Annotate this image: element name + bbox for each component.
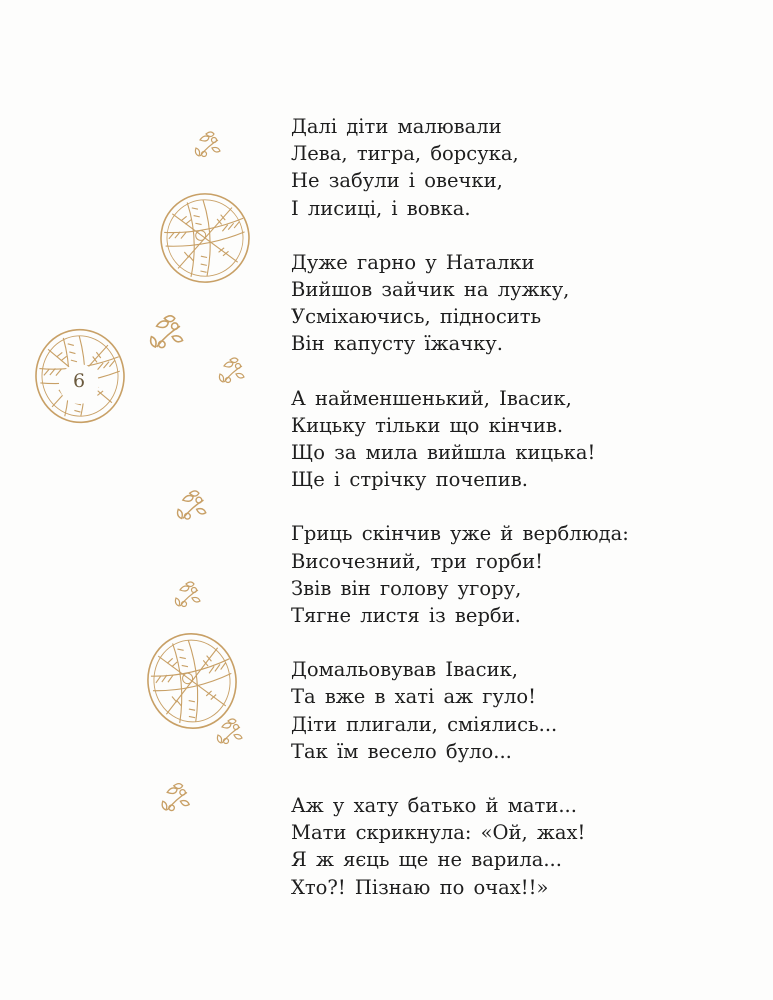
flower-sprig-icon — [178, 491, 206, 519]
stanza — [291, 249, 761, 358]
flower-sprig-icon — [162, 784, 189, 811]
poem-line: Ще і стрічку почепив. — [291, 468, 528, 492]
poem-line: Так їм весело було... — [291, 739, 512, 763]
poem-line: Вийшов зайчик на лужку, — [291, 278, 570, 302]
poem-line: А найменшенький, Івасик, — [291, 386, 572, 410]
easter-egg-icon — [142, 628, 242, 734]
stanza — [291, 520, 761, 629]
poem-line: І лисиці, і вовка. — [291, 196, 471, 220]
flower-sprig-icon — [151, 316, 183, 348]
poem — [291, 113, 761, 928]
flower-sprig-icon — [219, 358, 244, 383]
poem-line: Я ж яєць ще не варила... — [291, 848, 562, 872]
page-number: 6 — [72, 370, 86, 392]
stanza — [291, 113, 761, 222]
poem-line: Мати скрикнула: «Ой, жах! — [291, 821, 586, 845]
poem-line: Височезний, три горби! — [291, 549, 543, 573]
poem-line: Гриць скінчив уже й верблюда: — [291, 522, 629, 546]
flower-sprig-icon — [195, 132, 220, 157]
poem-line: Що за мила вийшла кицька! — [291, 441, 596, 465]
poem-line: Та вже в хаті аж гуло! — [291, 685, 536, 709]
poem-line: Кицьку тільки що кінчив. — [291, 413, 564, 437]
stanza — [291, 656, 761, 765]
flower-sprig-icon — [217, 719, 242, 744]
poem-line: Усміхаючись, підносить — [291, 305, 542, 329]
easter-egg-icon — [157, 190, 254, 287]
poem-line: Домальовував Івасик, — [291, 658, 518, 682]
stanza — [291, 385, 761, 494]
poem-line: Діти плигали, сміялись... — [291, 712, 558, 736]
poem-line: Тягне листя із верби. — [291, 604, 521, 628]
flower-sprig-icon — [175, 582, 200, 607]
poem-line: Хто?! Пізнаю по очах!!» — [291, 875, 549, 899]
poem-line: Звів він голову угору, — [291, 576, 522, 600]
poem-line: Не забули і овечки, — [291, 169, 503, 193]
poem-line: Аж у хату батько й мати... — [291, 794, 577, 818]
poem-line: Лева, тигра, борсука, — [291, 142, 519, 166]
stanza — [291, 792, 761, 901]
poem-line: Він капусту їжачку. — [291, 332, 503, 356]
poem-line: Дуже гарно у Наталки — [291, 250, 535, 274]
poem-line: Далі діти малювали — [291, 115, 502, 138]
